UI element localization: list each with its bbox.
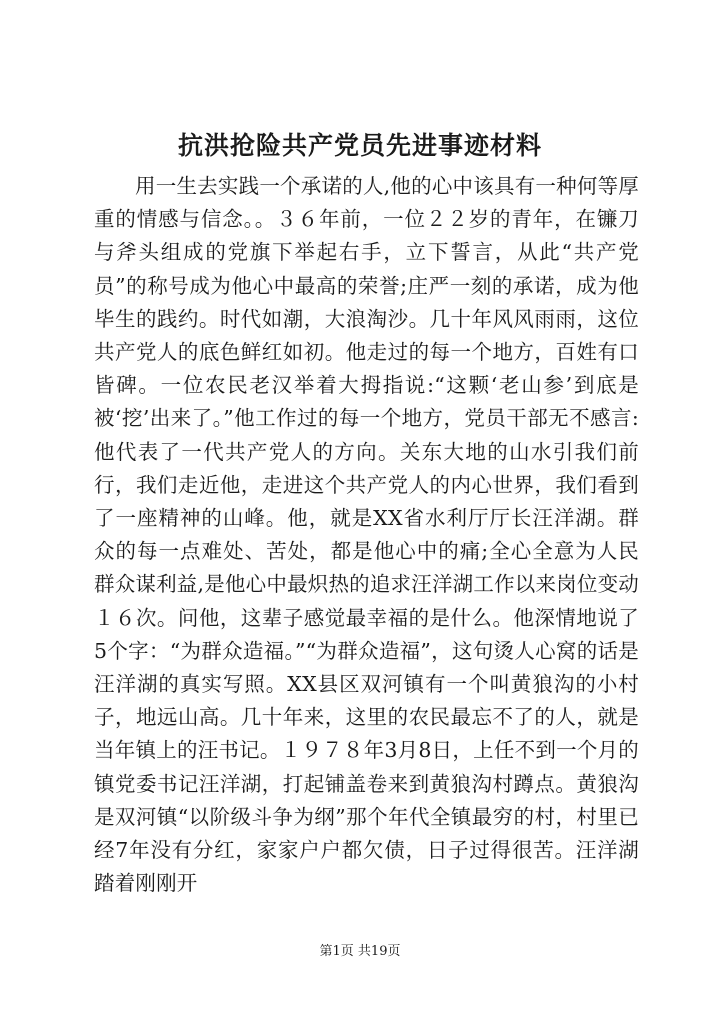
document-title: 抗洪抢险共产党员先进事迹材料	[177, 131, 542, 160]
page-footer: 第1页 共19页	[319, 944, 401, 959]
body-paragraph: 用一生去实践一个承诺的人,他的心中该具有一种何等厚重的情感与信念。。３６年前，一位２２岁的青年，在镰刀与斧头组成的党旗下举起右手，立下誓言，从此“共产党员”的称号成为他心中最高的荣誉;庄严一刻的承诺，成为他毕生的践约。时代如潮，大浪淘沙。几十年风风雨雨，这位共产党人的底色鲜红如初。他走过的每一个地方，百姓有口皆碑。一位农民老汉举着大拇指说:“这颗‘老山参’到底是被‘挖’出来了。”他工作过的每一个地方，党员干部无不感言:他代表了一代共产党人的方向。关东大地的山水引我们前行，我们走近他，走进这个共产党人的内心世界，我们看到了一座精神的山峰。他，就是XX省水利厅厅长汪洋湖。群众的每一点难处、苦处，都是他心中的痛;全心全意为人民群众谋利益,是他心中最炽热的追求汪洋湖工作以来岗位变动１６次。问他，这辈子感觉最幸福的是什么。他深情地说了5个字：“为群众造福。”“为群众造福”，这句烫人心窝的话是汪洋湖的真实写照。XX县区双河镇有一个叫黄狼沟的小村子，地远山高。几十年来，这里的农民最忘不了的人，就是当年镇上的汪书记。１９７８年3月8日，上任不到一个月的镇党委书记汪洋湖，打起铺盖卷来到黄狼沟村蹲点。黄狼沟是双河镇“以阶级斗争为纲”那个年代全镇最穷的村，村里已经7年没有分红，家家户户都欠债，日子过得很苦。汪洋湖踏着刚刚开	[94, 174, 639, 896]
